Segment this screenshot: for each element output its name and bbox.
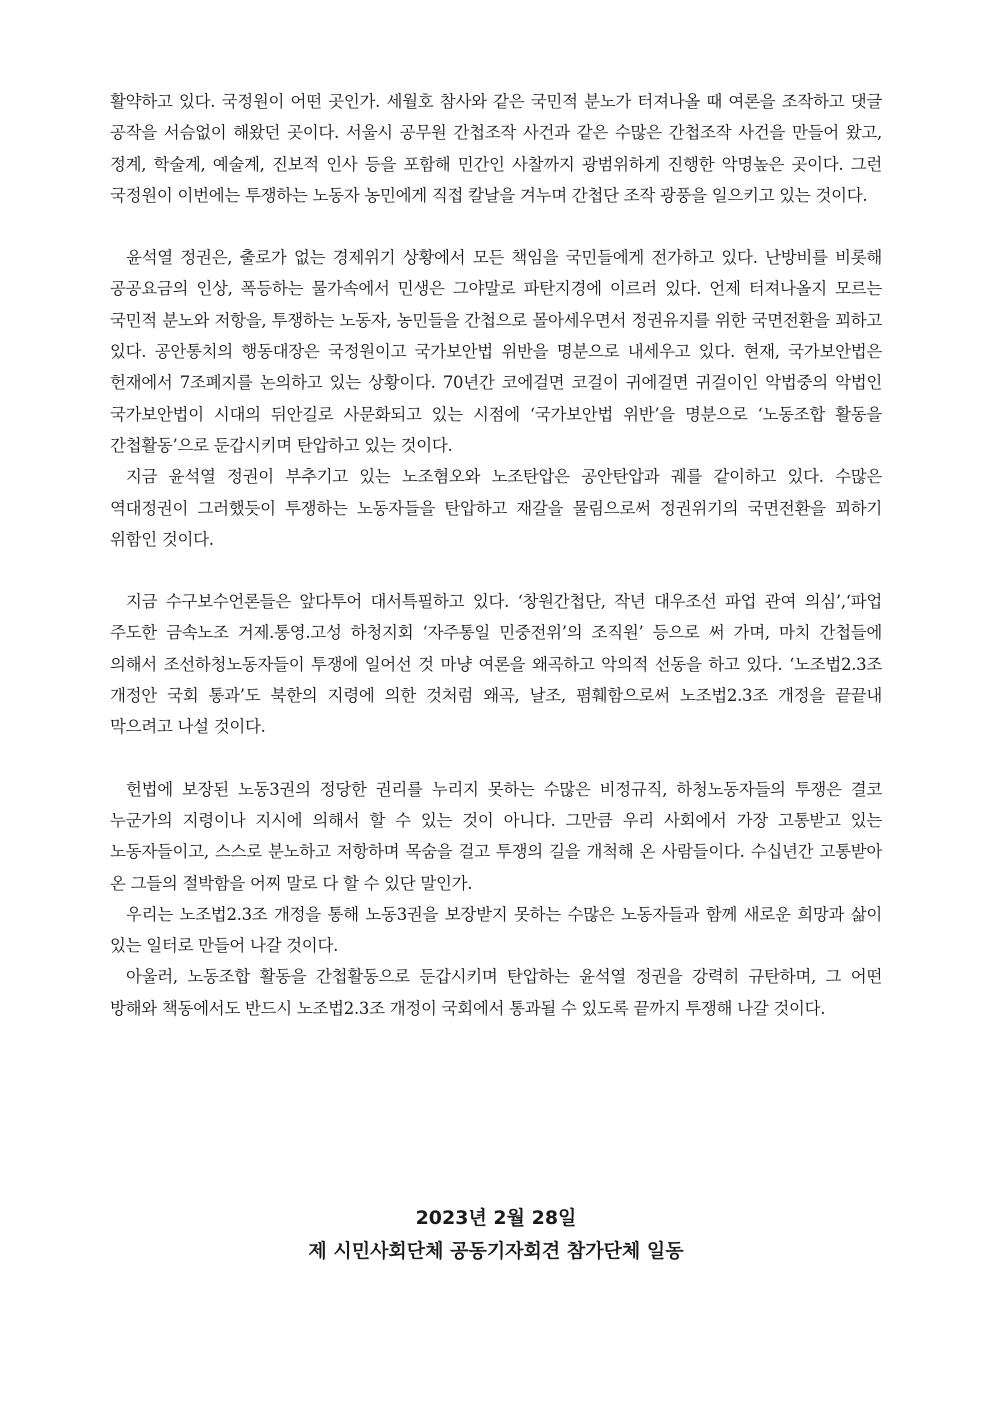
document-signatory: 제 시민사회단체 공동기자회견 참가단체 일동 — [308, 1240, 684, 1262]
paragraph-condemnation: 아울러, 노동조합 활동을 간첩활동으로 둔갑시키며 탄압하는 윤석열 정권을 강력히 규탄하며, 그 어떤 방해와 책동에서도 반드시 노조법2.3조 개정이 국회에서 통과될 수 있도록 끝까지 투쟁해 나갈 것이다. — [110, 967, 882, 1018]
paragraph-gap — [110, 211, 882, 242]
paragraph-labor-rights: 헌법에 보장된 노동3권의 정당한 권리를 누리지 못하는 수많은 비정규직, 하청노동자들의 투쟁은 결코 누군가의 지령이나 지시에 의해서 할 수 있는 것이 아니다. 그만큼 우리 사회에서 가장 고통받고 있는 노동자들이고, 스스로 분노하고 저항하며 목숨을 걸고 투쟁의 길을 개척해 온 사람들이다. 수십년간 고통받아 온 그들의 절박함을 어찌 말로 다 할 수 있단 말인가. — [110, 779, 882, 893]
paragraph-union-repression: 지금 윤석열 정권이 부추기고 있는 노조혐오와 노조탄압은 공안탄압과 궤를 같이하고 있다. 수많은 역대정권이 그러했듯이 투쟁하는 노동자들을 탄압하고 재갈을 물림으로써 정권위기의 국면전환을 꾀하기 위함인 것이다. — [110, 467, 882, 549]
paragraph-gap — [110, 555, 882, 586]
document-body — [110, 86, 882, 1024]
paragraph-commitment: 우리는 노조법2.3조 개정을 통해 노동3권을 보장받지 못하는 수많은 노동자들과 함께 새로운 희망과 삶이 있는 일터로 만들어 나갈 것이다. — [110, 904, 882, 956]
paragraph-government-crisis: 윤석열 정권은, 출로가 없는 경제위기 상황에서 모든 책임을 국민들에게 전가하고 있다. 난방비를 비롯해 공공요금의 인상, 폭등하는 물가속에서 민생은 그야말로 파탄지경에 이르러 있다. 언제 터져나올지 모르는 국민적 분노와 저항을, 투쟁하는 노동자, 농민들을 간첩으로 몰아세우면서 정권유지를 위한 국면전환을 꾀하고 있다. 공안통치의 행동대장은 국정원이고 국가보안법 위반을 명분으로 내세우고 있다. 현재, 국가보안법은 헌재에서 7조폐지를 논의하고 있는 상황이다. 70년간 코에걸면 코걸이 귀에걸면 귀걸이인 악법중의 악법인 국가보안법이 시대의 뒤안길로 사문화되고 있는 시점에 ‘국가보안법 위반’을 명분으로 ‘노동조합 활동을 간첩활동’으로 둔갑시키며 탄압하고 있는 것이다. — [110, 248, 882, 455]
paragraph-nis-description: 활약하고 있다. 국정원이 어떤 곳인가. 세월호 참사와 같은 국민적 분노가 터져나올 때 여론을 조작하고 댓글 공작을 서슴없이 해왔던 곳이다. 서울시 공무원 간첩조작 사건과 같은 수많은 간첩조작 사건을 만들어 왔고, 정계, 학술계, 예술계, 진보적 인사 등을 포함해 민간인 사찰까지 광범위하게 진행한 악명높은 곳이다. 그런 국정원이 이번에는 투쟁하는 노동자 농민에게 직접 칼날을 겨누며 간첩단 조작 광풍을 일으키고 있는 것이다. — [110, 92, 882, 205]
document-date: 2023년 2월 28일 — [415, 1207, 577, 1229]
paragraph-press-distortion: 지금 수구보수언론들은 앞다투어 대서특필하고 있다. ‘창원간첩단, 작년 대우조선 파업 관여 의심’,‘파업 주도한 금속노조 거제.통영.고성 하청지회 ‘자주통일 민중전위’의 조직원’ 등으로 써 가며, 마치 간첩들에 의해서 조선하청노동자들이 투쟁에 일어선 것 마냥 여론을 왜곡하고 악의적 선동을 하고 있다. ‘노조법2.3조 개정안 국회 통과’도 북한의 지령에 의한 것처럼 왜곡, 날조, 폄훼함으로써 노조법2.3조 개정을 끝끝내 막으려고 나설 것이다. — [110, 592, 882, 737]
paragraph-gap — [110, 743, 882, 774]
